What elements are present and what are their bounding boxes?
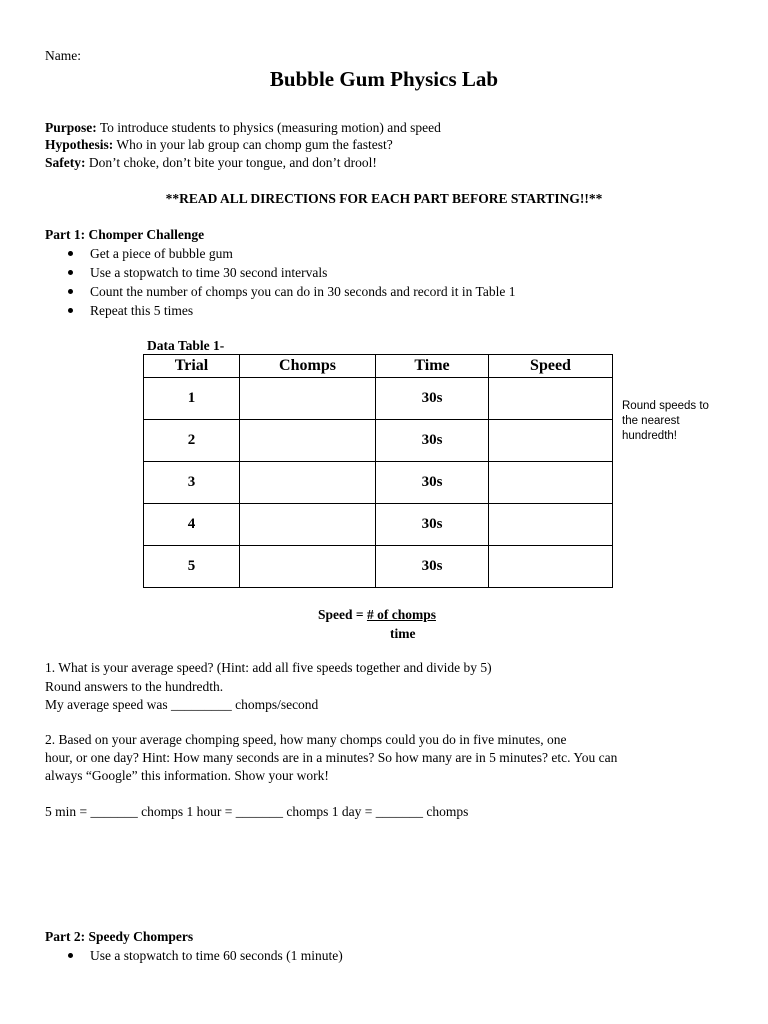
trial-cell: 4 xyxy=(144,504,240,546)
table-caption: Data Table 1- xyxy=(147,338,225,353)
part2-bullet-list xyxy=(45,946,343,965)
trial-cell: 1 xyxy=(144,378,240,420)
safety-line xyxy=(45,155,377,171)
part1-bullet-list xyxy=(45,244,515,320)
table-row xyxy=(144,462,613,504)
table-row xyxy=(144,378,613,420)
trial-cell: 2 xyxy=(144,420,240,462)
q1-line2: Round answers to the hundredth. xyxy=(45,679,224,694)
q2-answer-line: 5 min = _______ chomps 1 hour = _______ chomps 1 day = _______ chomps xyxy=(45,804,469,819)
column-header-time: Time xyxy=(376,355,489,378)
q1-answer-line: My average speed was _________ chomps/second xyxy=(45,697,319,712)
purpose-line xyxy=(45,120,441,136)
hypothesis-label: Hypothesis: xyxy=(45,137,114,152)
page-title: Bubble Gum Physics Lab xyxy=(269,67,499,91)
column-header-speed: Speed xyxy=(489,355,613,378)
q1-line1: 1. What is your average speed? (Hint: add all five speeds together and divide by 5) xyxy=(45,660,492,675)
chomps-cell[interactable] xyxy=(240,462,376,504)
speed-formula xyxy=(318,607,436,623)
speed-cell[interactable] xyxy=(489,504,613,546)
list-item: Use a stopwatch to time 60 seconds (1 minute) xyxy=(45,946,343,965)
speed-cell[interactable] xyxy=(489,546,613,588)
speed-cell[interactable] xyxy=(489,462,613,504)
data-table xyxy=(143,354,613,588)
safety-label: Safety: xyxy=(45,155,86,170)
column-header-chomps: Chomps xyxy=(240,355,376,378)
time-cell: 30s xyxy=(376,378,489,420)
directions-banner: **READ ALL DIRECTIONS FOR EACH PART BEFORE STARTING!!** xyxy=(165,191,603,206)
list-item: Use a stopwatch to time 30 second intervals xyxy=(45,263,515,282)
name-label: Name: xyxy=(45,48,81,63)
formula-lhs: Speed = xyxy=(318,607,367,622)
time-cell: 30s xyxy=(376,504,489,546)
hypothesis-line xyxy=(45,137,393,153)
q2-line1: 2. Based on your average chomping speed, how many chomps could you do in five minutes, one xyxy=(45,732,567,747)
trial-cell: 3 xyxy=(144,462,240,504)
table-header-row xyxy=(144,355,613,378)
purpose-label: Purpose: xyxy=(45,120,97,135)
list-item: Get a piece of bubble gum xyxy=(45,244,515,263)
rounding-note: Round speeds to the nearest hundredth! xyxy=(622,400,709,442)
time-cell: 30s xyxy=(376,546,489,588)
part2-heading: Part 2: Speedy Chompers xyxy=(45,929,194,944)
list-item: Repeat this 5 times xyxy=(45,301,515,320)
time-cell: 30s xyxy=(376,462,489,504)
safety-text: Don’t choke, don’t bite your tongue, and don’t drool! xyxy=(85,155,377,170)
speed-cell[interactable] xyxy=(489,420,613,462)
formula-numerator: # of chomps xyxy=(366,607,436,622)
speed-cell[interactable] xyxy=(489,378,613,420)
q2-line3: always “Google” this information. Show your work! xyxy=(45,768,329,783)
list-item: Count the number of chomps you can do in 30 seconds and record it in Table 1 xyxy=(45,282,515,301)
table-row xyxy=(144,504,613,546)
table-row xyxy=(144,546,613,588)
formula-denominator: time xyxy=(390,626,416,641)
table-row xyxy=(144,420,613,462)
chomps-cell[interactable] xyxy=(240,546,376,588)
column-header-trial: Trial xyxy=(144,355,240,378)
chomps-cell[interactable] xyxy=(240,420,376,462)
time-cell: 30s xyxy=(376,420,489,462)
trial-cell: 5 xyxy=(144,546,240,588)
q2-line2: hour, or one day? Hint: How many seconds are in a minutes? So how many are in 5 minutes? etc. You can xyxy=(45,750,618,765)
chomps-cell[interactable] xyxy=(240,378,376,420)
purpose-text: To introduce students to physics (measuring motion) and speed xyxy=(96,120,441,135)
chomps-cell[interactable] xyxy=(240,504,376,546)
hypothesis-text: Who in your lab group can chomp gum the fastest? xyxy=(113,137,393,152)
part1-heading: Part 1: Chomper Challenge xyxy=(45,227,205,242)
